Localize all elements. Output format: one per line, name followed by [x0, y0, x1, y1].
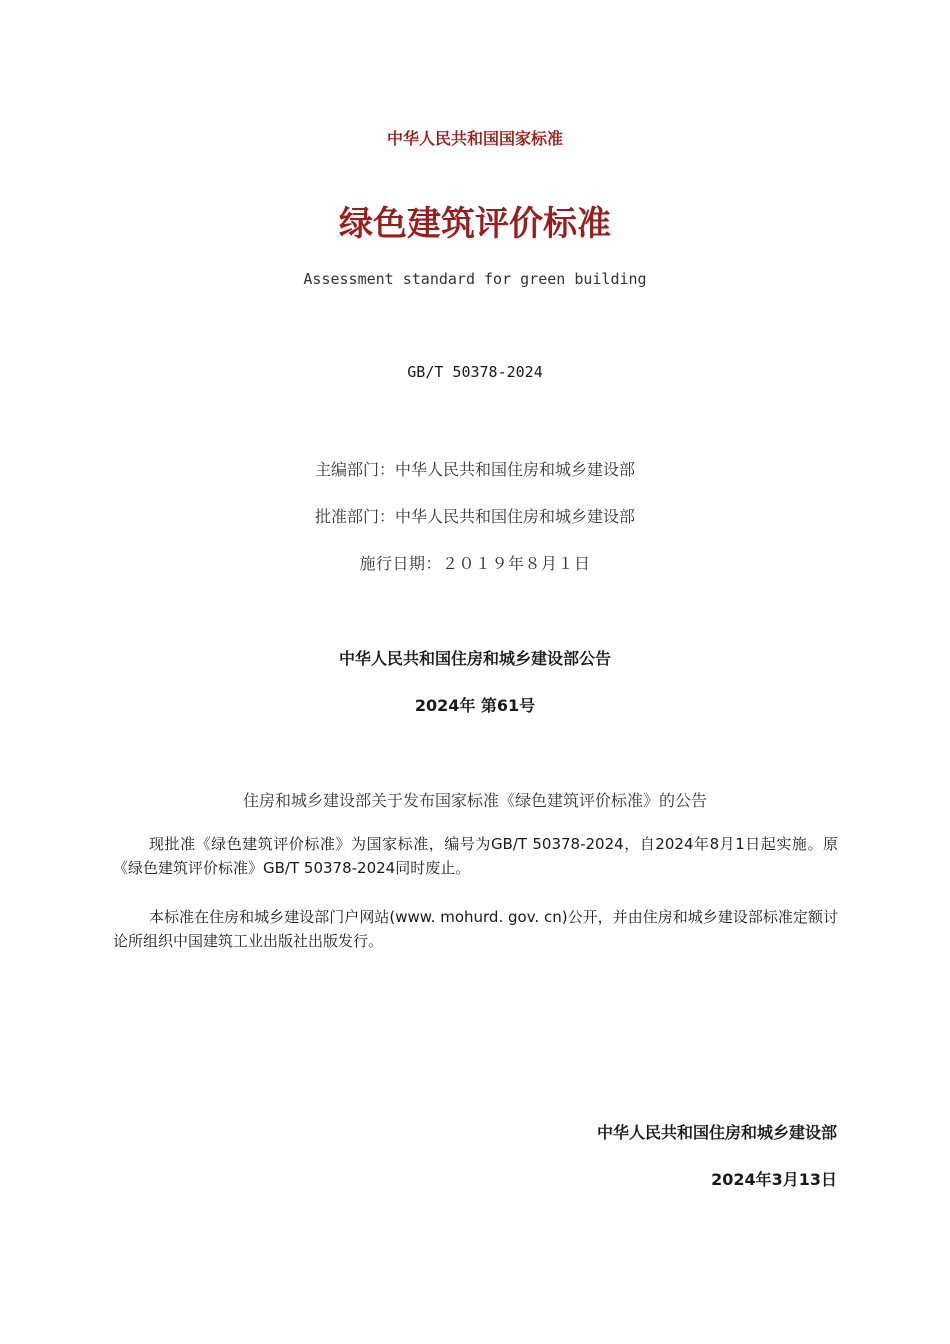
- announcement-title: 住房和城乡建设部关于发布国家标准《绿色建筑评价标准》的公告: [242, 791, 707, 810]
- approval-department: 批准部门：中华人民共和国住房和城乡建设部: [314, 507, 635, 526]
- standard-code: GB/T 50378-2024: [407, 363, 543, 381]
- english-title: Assessment standard for green building: [303, 270, 647, 288]
- signature-organization: 中华人民共和国住房和城乡建设部: [596, 1123, 837, 1142]
- document-supertitle: 中华人民共和国国家标准: [386, 129, 563, 148]
- announcement-paragraph: 现批准《绿色建筑评价标准》为国家标准，编号为GB/T 50378-2024，自2024年8月1日起实施。原《绿色建筑评价标准》GB/T 50378-2024同时废止。: [113, 835, 838, 877]
- chief-editor-department: 主编部门：中华人民共和国住房和城乡建设部: [314, 460, 635, 479]
- effective-date: 施行日期：２０１９年８月１日: [359, 554, 591, 573]
- notice-title: 中华人民共和国住房和城乡建设部公告: [338, 649, 611, 668]
- signature-date: 2024年3月13日: [711, 1170, 837, 1189]
- announcement-paragraph: 本标准在住房和城乡建设部门户网站(www. mohurd. gov. cn)公开，并由住房和城乡建设部标准定额讨论所组织中国建筑工业出版社出版发行。: [113, 908, 838, 950]
- notice-number: 2024年 第61号: [414, 696, 536, 715]
- document-title: 绿色建筑评价标准: [339, 204, 611, 244]
